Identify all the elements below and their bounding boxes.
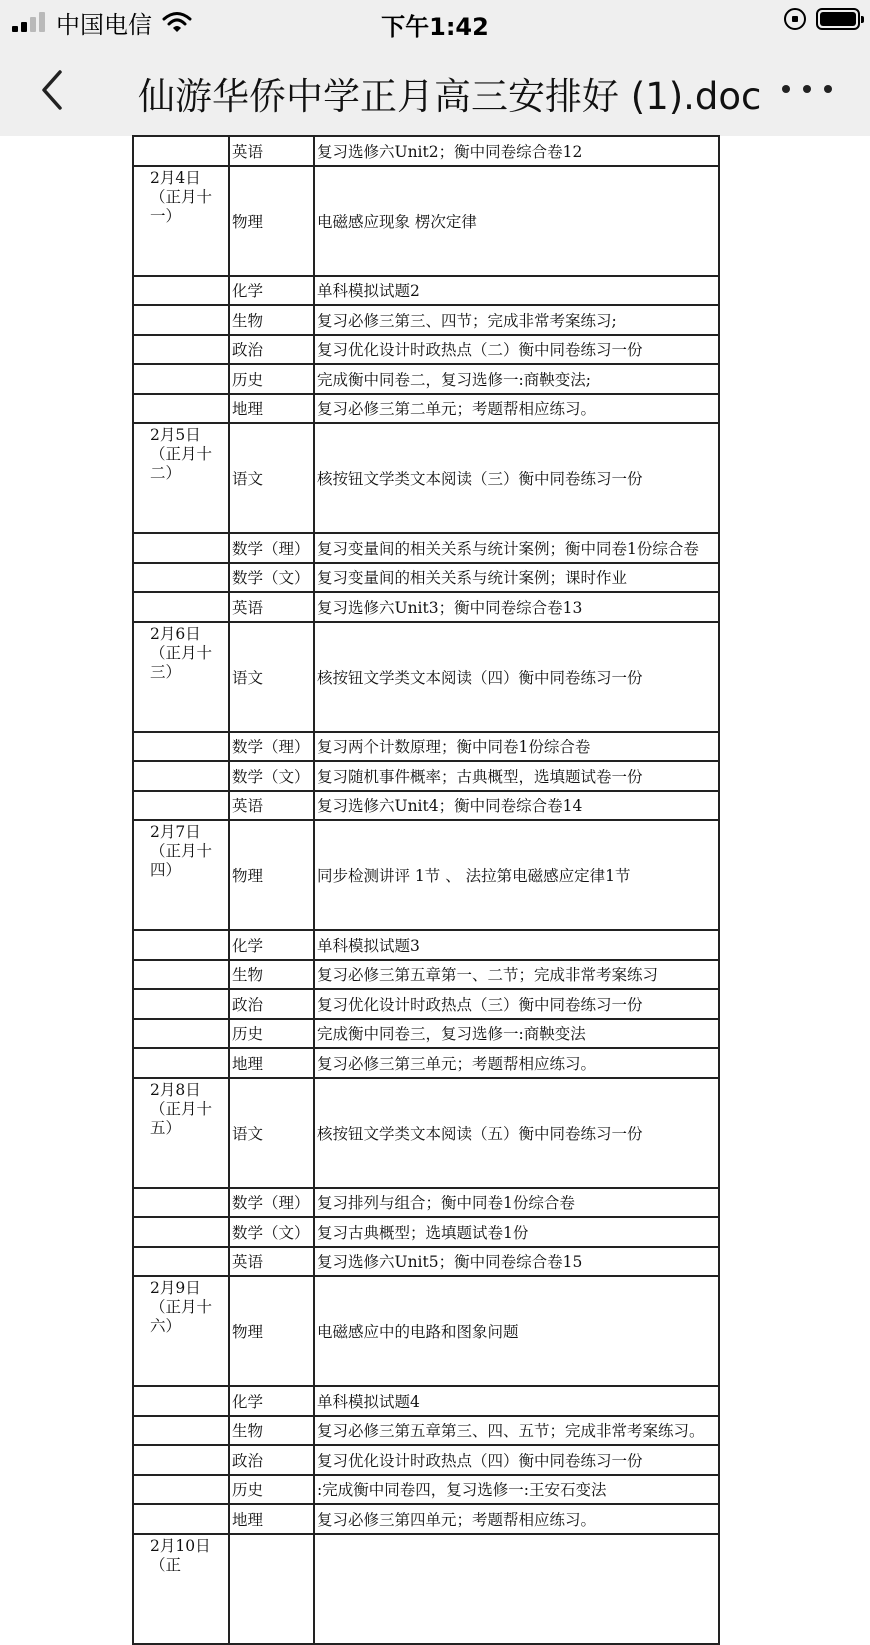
battery-icon — [816, 8, 860, 30]
subject-cell: 历史 — [229, 1019, 314, 1049]
table-row — [133, 622, 719, 732]
table-row — [133, 1534, 719, 1644]
table-row — [133, 1504, 719, 1534]
task-cell: 电磁感应现象 楞次定律 — [314, 166, 719, 276]
table-row — [133, 335, 719, 365]
date-text: 2月7日（正月十四） — [150, 823, 213, 879]
date-cell — [133, 1019, 229, 1049]
status-time: 下午1:42 — [381, 13, 489, 41]
table-row — [133, 930, 719, 960]
table-row — [133, 1048, 719, 1078]
subject-cell: 历史 — [229, 364, 314, 394]
task-cell: 复习变量间的相关关系与统计案例；课时作业 — [314, 563, 719, 593]
task-cell: 同步检测讲评 1节 、 法拉第电磁感应定律1节 — [314, 820, 719, 930]
table-row — [133, 820, 719, 930]
date-cell — [133, 622, 229, 732]
subject-cell: 物理 — [229, 820, 314, 930]
date-cell — [133, 563, 229, 593]
task-cell: 复习必修三第三单元；考题帮相应练习。 — [314, 1048, 719, 1078]
table-row — [133, 989, 719, 1019]
date-text: 2月8日（正月十五） — [150, 1080, 213, 1137]
date-cell — [133, 791, 229, 821]
subject-cell: 数学（理） — [229, 533, 314, 563]
table-row — [133, 761, 719, 791]
task-cell: 核按钮文学类文本阅读（三）衡中同卷练习一份 — [314, 423, 719, 533]
table-row — [133, 563, 719, 593]
date-cell — [133, 820, 229, 930]
carrier-name: 中国电信 — [56, 10, 152, 39]
task-cell: 复习必修三第四单元；考题帮相应练习。 — [314, 1504, 719, 1534]
date-cell — [133, 335, 229, 365]
date-text: 2月5日（正月十二） — [150, 426, 213, 482]
subject-cell: 数学（理） — [229, 1188, 314, 1218]
subject-cell: 物理 — [229, 1276, 314, 1386]
date-text: 2月10日（正 — [150, 1536, 211, 1574]
table-row — [133, 166, 719, 276]
table-row — [133, 394, 719, 424]
date-cell — [133, 276, 229, 306]
subject-cell: 地理 — [229, 1504, 314, 1534]
subject-cell: 语文 — [229, 1078, 314, 1188]
date-cell — [133, 1276, 229, 1386]
task-cell: 复习选修六Unit5；衡中同卷综合卷15 — [314, 1247, 719, 1277]
table-row — [133, 1276, 719, 1386]
date-cell — [133, 166, 229, 276]
document-view[interactable] — [0, 136, 870, 1574]
task-cell: 复习必修三第二单元；考题帮相应练习。 — [314, 394, 719, 424]
subject-cell: 英语 — [229, 1247, 314, 1277]
date-cell — [133, 989, 229, 1019]
subject-cell: 物理 — [229, 166, 314, 276]
subject-cell — [229, 1534, 314, 1644]
document-title: 仙游华侨中学正月高三安排好 (1).doc — [138, 75, 762, 118]
date-cell — [133, 533, 229, 563]
subject-cell: 地理 — [229, 394, 314, 424]
date-text: 2月6日（正月十三） — [150, 624, 213, 681]
subject-cell: 英语 — [229, 136, 314, 166]
date-cell — [133, 1078, 229, 1188]
subject-cell: 政治 — [229, 1445, 314, 1475]
subject-cell: 数学（理） — [229, 732, 314, 762]
date-cell — [133, 394, 229, 424]
subject-cell: 化学 — [229, 1386, 314, 1416]
task-cell: 复习选修六Unit3；衡中同卷综合卷13 — [314, 592, 719, 622]
status-right — [784, 8, 860, 30]
date-cell — [133, 1534, 229, 1644]
task-cell: 复习优化设计时政热点（四）衡中同卷练习一份 — [314, 1445, 719, 1475]
task-cell: 复习必修三第五章第一、二节；完成非常考案练习 — [314, 960, 719, 990]
subject-cell: 英语 — [229, 592, 314, 622]
task-cell: 完成衡中同卷三，复习选修一:商鞅变法 — [314, 1019, 719, 1049]
table-row — [133, 1188, 719, 1218]
table-row — [133, 305, 719, 335]
subject-cell: 历史 — [229, 1475, 314, 1505]
task-cell: 复习选修六Unit2；衡中同卷综合卷12 — [314, 136, 719, 166]
task-cell: 复习变量间的相关关系与统计案例；衡中同卷1份综合卷 — [314, 533, 719, 563]
subject-cell: 生物 — [229, 305, 314, 335]
task-cell: 核按钮文学类文本阅读（五）衡中同卷练习一份 — [314, 1078, 719, 1188]
date-cell — [133, 1504, 229, 1534]
table-row — [133, 1078, 719, 1188]
subject-cell: 政治 — [229, 335, 314, 365]
date-cell — [133, 423, 229, 533]
nav-bar — [0, 44, 870, 136]
table-row — [133, 1416, 719, 1446]
table-row — [133, 533, 719, 563]
date-cell — [133, 1416, 229, 1446]
more-button[interactable] — [782, 74, 832, 104]
table-row — [133, 1247, 719, 1277]
date-cell — [133, 1217, 229, 1247]
schedule-table — [132, 135, 720, 1645]
date-cell — [133, 136, 229, 166]
task-cell: 单科模拟试题3 — [314, 930, 719, 960]
task-cell: 单科模拟试题2 — [314, 276, 719, 306]
subject-cell: 生物 — [229, 960, 314, 990]
subject-cell: 数学（文） — [229, 761, 314, 791]
date-cell — [133, 930, 229, 960]
date-cell — [133, 1445, 229, 1475]
date-cell — [133, 1247, 229, 1277]
table-row — [133, 423, 719, 533]
task-cell: 完成衡中同卷二，复习选修一:商鞅变法; — [314, 364, 719, 394]
task-cell: 复习随机事件概率；古典概型，选填题试卷一份 — [314, 761, 719, 791]
table-row — [133, 1445, 719, 1475]
subject-cell: 语文 — [229, 622, 314, 732]
task-cell: 核按钮文学类文本阅读（四）衡中同卷练习一份 — [314, 622, 719, 732]
subject-cell: 化学 — [229, 930, 314, 960]
task-cell: 单科模拟试题4 — [314, 1386, 719, 1416]
more-dots-icon — [782, 85, 790, 93]
subject-cell: 政治 — [229, 989, 314, 1019]
date-cell — [133, 305, 229, 335]
date-cell — [133, 364, 229, 394]
task-cell: :完成衡中同卷四，复习选修一:王安石变法 — [314, 1475, 719, 1505]
subject-cell: 生物 — [229, 1416, 314, 1446]
task-cell — [314, 1534, 719, 1644]
subject-cell: 语文 — [229, 423, 314, 533]
task-cell: 复习必修三第五章第三、四、五节；完成非常考案练习。 — [314, 1416, 719, 1446]
table-row — [133, 1386, 719, 1416]
subject-cell: 化学 — [229, 276, 314, 306]
date-cell — [133, 761, 229, 791]
table-row — [133, 592, 719, 622]
task-cell: 复习选修六Unit4；衡中同卷综合卷14 — [314, 791, 719, 821]
table-row — [133, 364, 719, 394]
table-row — [133, 276, 719, 306]
date-cell — [133, 960, 229, 990]
back-button[interactable] — [30, 64, 80, 116]
task-cell: 复习两个计数原理；衡中同卷1份综合卷 — [314, 732, 719, 762]
table-row — [133, 960, 719, 990]
subject-cell: 地理 — [229, 1048, 314, 1078]
date-cell — [133, 732, 229, 762]
task-cell: 复习必修三第三、四节；完成非常考案练习; — [314, 305, 719, 335]
table-row — [133, 1217, 719, 1247]
task-cell: 复习优化设计时政热点（二）衡中同卷练习一份 — [314, 335, 719, 365]
chevron-left-icon — [30, 64, 80, 116]
table-row — [133, 732, 719, 762]
table-row — [133, 1019, 719, 1049]
task-cell: 电磁感应中的电路和图象问题 — [314, 1276, 719, 1386]
date-cell — [133, 1048, 229, 1078]
date-cell — [133, 592, 229, 622]
subject-cell: 数学（文） — [229, 1217, 314, 1247]
task-cell: 复习排列与组合；衡中同卷1份综合卷 — [314, 1188, 719, 1218]
table-row — [133, 136, 719, 166]
task-cell: 复习优化设计时政热点（三）衡中同卷练习一份 — [314, 989, 719, 1019]
date-cell — [133, 1188, 229, 1218]
subject-cell: 英语 — [229, 791, 314, 821]
date-text: 2月4日（正月十一） — [150, 168, 213, 225]
status-bar — [0, 0, 870, 44]
date-cell — [133, 1475, 229, 1505]
table-row — [133, 791, 719, 821]
rotation-lock-icon — [784, 8, 806, 30]
date-text: 2月9日（正月十六） — [150, 1279, 213, 1335]
date-cell — [133, 1386, 229, 1416]
table-row — [133, 1475, 719, 1505]
subject-cell: 数学（文） — [229, 563, 314, 593]
task-cell: 复习古典概型；选填题试卷1份 — [314, 1217, 719, 1247]
